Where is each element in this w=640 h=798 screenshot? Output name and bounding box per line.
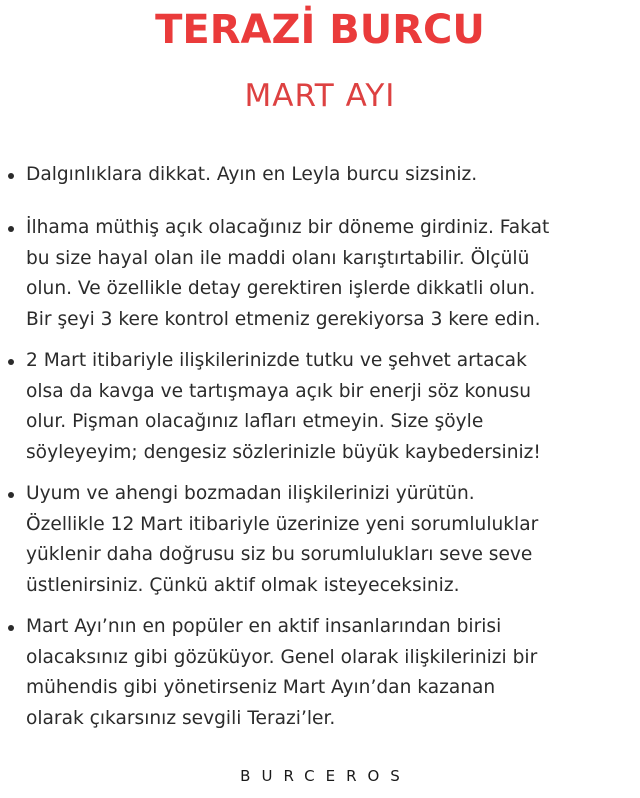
bullet-line: Uyum ve ahengi bozmadan ilişkilerinizi yürütün. <box>26 483 475 504</box>
bullet-dot-icon <box>8 173 14 179</box>
bullet-line: üstlenirsiniz. Çünkü aktif olmak isteyeceksiniz. <box>26 574 460 596</box>
bullet-line: Dalgınlıklara dikkat. Ayın en Leyla burcu sizsiniz. <box>26 164 478 185</box>
bullet-line: olarak çıkarsınız sevgili Terazi’ler. <box>26 707 336 729</box>
bullet-line: olacaksınız gibi gözüküyor. Genel olarak ilişkilerinizi bir <box>26 646 538 668</box>
bullet-line: olun. Ve özellikle detay gerektiren işlerde dikkatli olun. <box>26 278 536 299</box>
bullet-item <box>26 346 636 468</box>
page-subtitle: MART AYI <box>244 78 396 114</box>
bullet-line: 2 Mart itibariyle ilişkilerinizde tutku ve şehvet artacak <box>26 350 527 371</box>
bullet-line: İlhama müthiş açık olacağınız bir döneme girdiniz. Fakat <box>26 217 550 238</box>
bullet-item <box>26 160 636 191</box>
bullet-item <box>26 612 636 734</box>
bullet-dot-icon <box>8 492 14 498</box>
bullet-item <box>26 213 636 335</box>
bullet-line: bu size hayal olan ile maddi olanı karıştırtabilir. Ölçülü <box>26 247 530 269</box>
bullet-dot-icon <box>8 226 14 232</box>
bullet-line: Mart Ayı’nın en popüler en aktif insanlarından birisi <box>26 616 502 637</box>
bullet-item <box>26 479 636 601</box>
bullet-line: Özellikle 12 Mart itibariyle üzerinize yeni sorumluluklar <box>26 513 539 535</box>
bullet-line: olsa da kavga ve tartışmaya açık bir enerji söz konusu <box>26 380 532 402</box>
bullet-dot-icon <box>8 359 14 365</box>
brand-footer: BURCEROS <box>240 767 411 785</box>
bullet-line: söyleyeyim; dengesiz sözlerinizle büyük kaybedersiniz! <box>26 441 541 463</box>
bullet-line: yüklenir daha doğrusu siz bu sorumlulukları seve seve <box>26 544 533 565</box>
bullet-line: mühendis gibi yönetirseniz Mart Ayın’dan kazanan <box>26 677 496 698</box>
bullet-line: Bir şeyi 3 kere kontrol etmeniz gerekiyorsa 3 kere edin. <box>26 308 541 330</box>
page-title: TERAZİ BURCU <box>155 7 485 53</box>
bullet-line: olur. Pişman olacağınız lafları etmeyin. Size şöyle <box>26 411 484 432</box>
bullet-dot-icon <box>8 625 14 631</box>
